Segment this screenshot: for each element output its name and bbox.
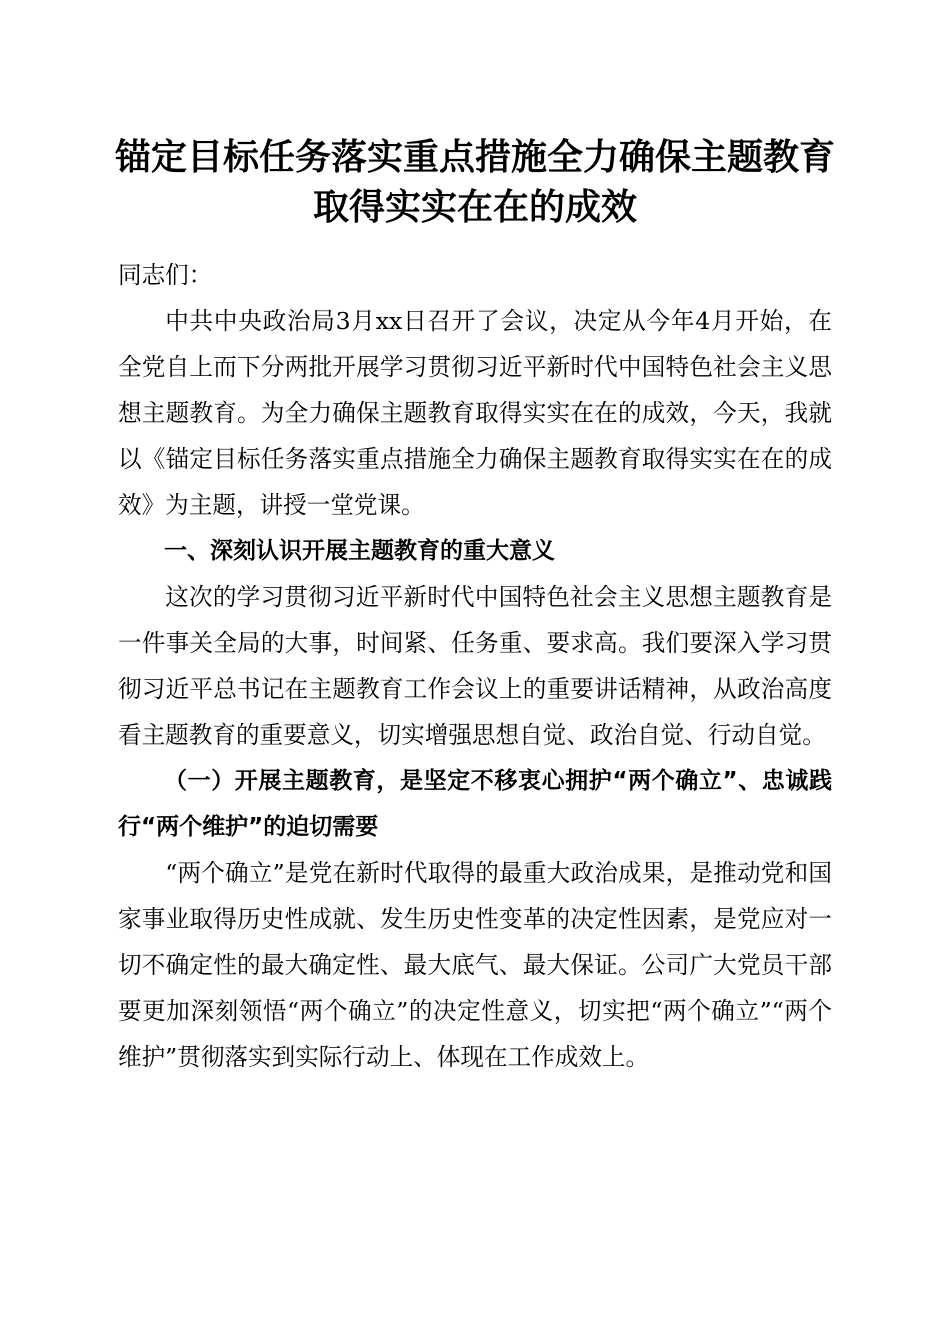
section-heading-1: 一、深刻认识开展主题教育的重大意义 bbox=[164, 538, 555, 564]
subsection-heading-1: （一）开展主题教育，是坚定不移衷心拥护“两个确立”、忠诚践行“两个维护”的迫切需要 bbox=[118, 768, 832, 840]
subsection-1-paragraph: “两个确立”是党在新时代取得的最重大政治成果，是推动党和国家事业取得历史性成就、发生历史性变革的决定性因素，是党应对一切不确定性的最大确定性、最大底气、最大保证。公司广大党员干部要更加深刻领悟“两个确立”的决定性意义，切实把“两个确立”“两个维护”贯彻落实到实际行动上、体现在工作成效上。 bbox=[118, 859, 832, 1071]
intro-paragraph: 中共中央政治局3月xx日召开了会议，决定从今年4月开始，在全党自上而下分两批开展学习贯彻习近平新时代中国特色社会主义思想主题教育。为全力确保主题教育取得实实在在的成效，今天，我就以《锚定目标任务落实重点措施全力确保主题教育取得实实在在的成效》为主题，讲授一堂党课。 bbox=[118, 307, 832, 519]
title-line-2: 取得实实在在的成效 bbox=[312, 186, 637, 228]
document-title bbox=[110, 132, 840, 232]
title-line-1: 锚定目标任务落实重点措施全力确保主题教育 bbox=[114, 136, 835, 178]
salutation: 同志们： bbox=[118, 261, 213, 289]
section-1-paragraph: 这次的学习贯彻习近平新时代中国特色社会主义思想主题教育是一件事关全局的大事，时间紧、任务重、要求高。我们要深入学习贯彻习近平总书记在主题教育工作会议上的重要讲话精神，从政治高度看主题教育的重要意义，切实增强思想自觉、政治自觉、行动自觉。 bbox=[118, 583, 832, 749]
document-body bbox=[118, 252, 832, 1080]
